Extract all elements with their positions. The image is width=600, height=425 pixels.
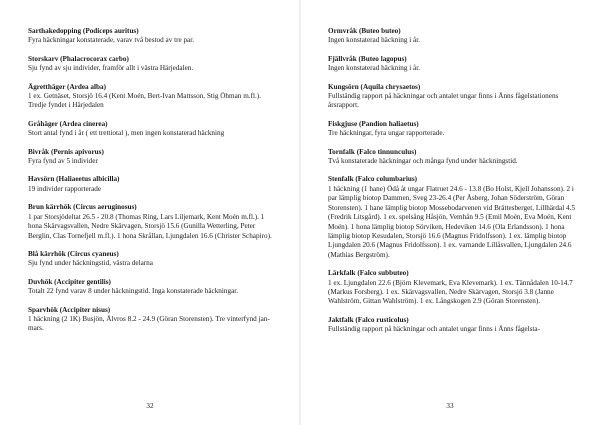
species-entry [328,175,584,260]
species-entry [28,203,278,241]
page-number: 32 [146,402,154,410]
species-text: 1 häckning (1 hane) Ödå åt ungar Flatruet 24.6 - 13.8 (Bo Holst, Kjell Johansson). 2 i par lämplig biotop Dammen, Sveg 23-26.4 (Per Åsberg, Johan Söderström, Göran Storensten). 1 hane lämplig biotop Mossebodarvenen vid Brättesberget, Lillhärdal 4.5 (Fredrik Litsgård). 1 ex. spelsång Håsjön, Vemhån 9.5 (Emil Moén, Eva Moén, Kent Moén). 1 hona lämplig biotop Sörviken, Hedeviken 14.6 (Ola Erlandsson). 1 hona lämplig biotop Kesudalen, Storsjö 16.6 (Magnus Fridolfsson). 1 ex. lämplig biotop Ljungdalen 20.6 (Magnus Fridolfsson). 1 ex. varnande Lillåsvallen, Ljungdalen 24.6 (Mathias Bergström). [328,184,575,259]
species-text: Fyra häckningar konstaterade, varav två bestod av tre par. [28,36,195,45]
species-entry [28,148,278,167]
species-title: Sarthakedopping (Podiceps auritus) [28,27,139,35]
species-entry [328,55,584,74]
species-entry [328,269,584,307]
species-entry [28,55,278,74]
species-title: Ägretthäger (Ardea alba) [28,82,106,91]
species-title: Lärkfalk (Falco subbuteo) [328,269,409,278]
species-text: Sju fynd under häckningstid, västra delarna [28,259,153,268]
species-text: Sju fynd av sju individer, framför allt i västra Härjedalen. [28,64,194,73]
species-text: Ingen konstaterad häckning i år. [328,64,421,73]
species-text: Stort antal fynd i år ( ett trettiotal ), men ingen konstaterad häckning [28,129,225,138]
species-title: Ormvråk (Buteo buteo) [328,27,401,35]
species-title: Duvhök (Accipiter gentilis) [28,277,111,286]
species-title: Havsörn (Haliaeetus albicilla) [28,175,120,184]
page-number: 33 [446,402,454,410]
species-text: Totalt 22 fynd varav 8 under häckningstid. Inga konstaterade häckningar. [28,287,239,296]
species-text: Ingen konstaterad häckning i år. [328,36,421,45]
species-text: 19 individer rapporterade [28,184,102,193]
species-text: 1 ex. Ljungdalen 22.6 (Björn Klevemark, Eva Klevemark). 1 ex. Tännådalen 10-14.7 (Markus Forsberg). 1 ex. Skärvagsvallen, Nedre Skärvagen, Storsjö 3.8 (Janne Wahlström, Gittan Wahlström). 1 ex. Långskogen 2.9 (Göran Storensten). [328,278,573,306]
species-entry [28,278,278,297]
species-title: Gråhäger (Ardea cinerea) [28,119,108,128]
species-text: Två konstaterade häckningar och många fynd under häckningstid. [328,157,518,166]
species-entry [328,148,584,167]
species-title: Sparvhök (Accipiter nisus) [28,305,111,314]
species-entry [328,83,584,111]
species-text: Tre häckningar, fyra ungar rapporterade. [328,129,445,138]
species-title: Fiskgjuse (Pandion haliaetus) [328,119,419,128]
species-title: Kungsörn (Aquila chrysaetos) [328,82,421,91]
species-title: Jaktfalk (Falco rusticolus) [328,315,409,324]
species-entry [28,27,278,46]
species-entry [328,316,584,335]
left-column [28,27,278,334]
species-text: 1 par Storsjödeltat 26.5 - 20.8 (Thomas Ring, Lars Liljemark, Kent Moén m.fl.). 1 hona Skärvagsvallen, Nedre Skärvagen, Storsjö 15.6 (Gunilla Wetterling, Peter Berglin, Clas Tornefjell m.fl.). 1 hona Skrållan, Ljungdalen 16.6 (Christer Schapiro). [28,212,272,240]
species-title: Blå kärrhök (Circus cyaneus) [28,249,119,258]
species-entry [28,120,278,139]
species-entry [28,83,278,111]
species-entry [28,250,278,269]
species-entry [28,306,278,334]
species-entry [328,120,584,139]
species-text: 1 häckning (2 1K) Busjön, Älvros 8.2 - 24.9 (Göran Storensten). Tre vinterfynd jan-mars. [28,314,270,333]
species-title: Tornfalk (Falco tinnunculus) [328,147,417,156]
species-text: Fullständig rapport på häckningar och antalet ungar finns i Änns fågelstationens årsrapport. [328,92,559,110]
right-page [300,0,600,425]
species-entry [28,175,278,194]
species-title: Brun kärrhök (Circus aeruginosus) [28,203,137,212]
species-title: Stenfalk (Falco columbarius) [328,175,418,184]
species-title: Storskarv (Phalacrocorax carbo) [28,54,129,63]
species-text: Fullständig rapport på häckningar och antalet ungar finns i Änns fågelsta- [328,325,540,334]
species-title: Bivråk (Pernis apivorus) [28,147,104,156]
species-entry [328,27,584,46]
right-column [328,27,584,335]
species-title: Fjällvråk (Buteo lagopus) [328,54,407,63]
species-text: Fyra fynd av 5 individer [28,157,98,166]
species-text: 1 ex. Getnäset, Storsjö 16.4 (Kent Moén, Bert-Ivan Mattsson, Stig Öhman m.fl.). Tredje fyndet i Härjedalen [28,92,261,110]
